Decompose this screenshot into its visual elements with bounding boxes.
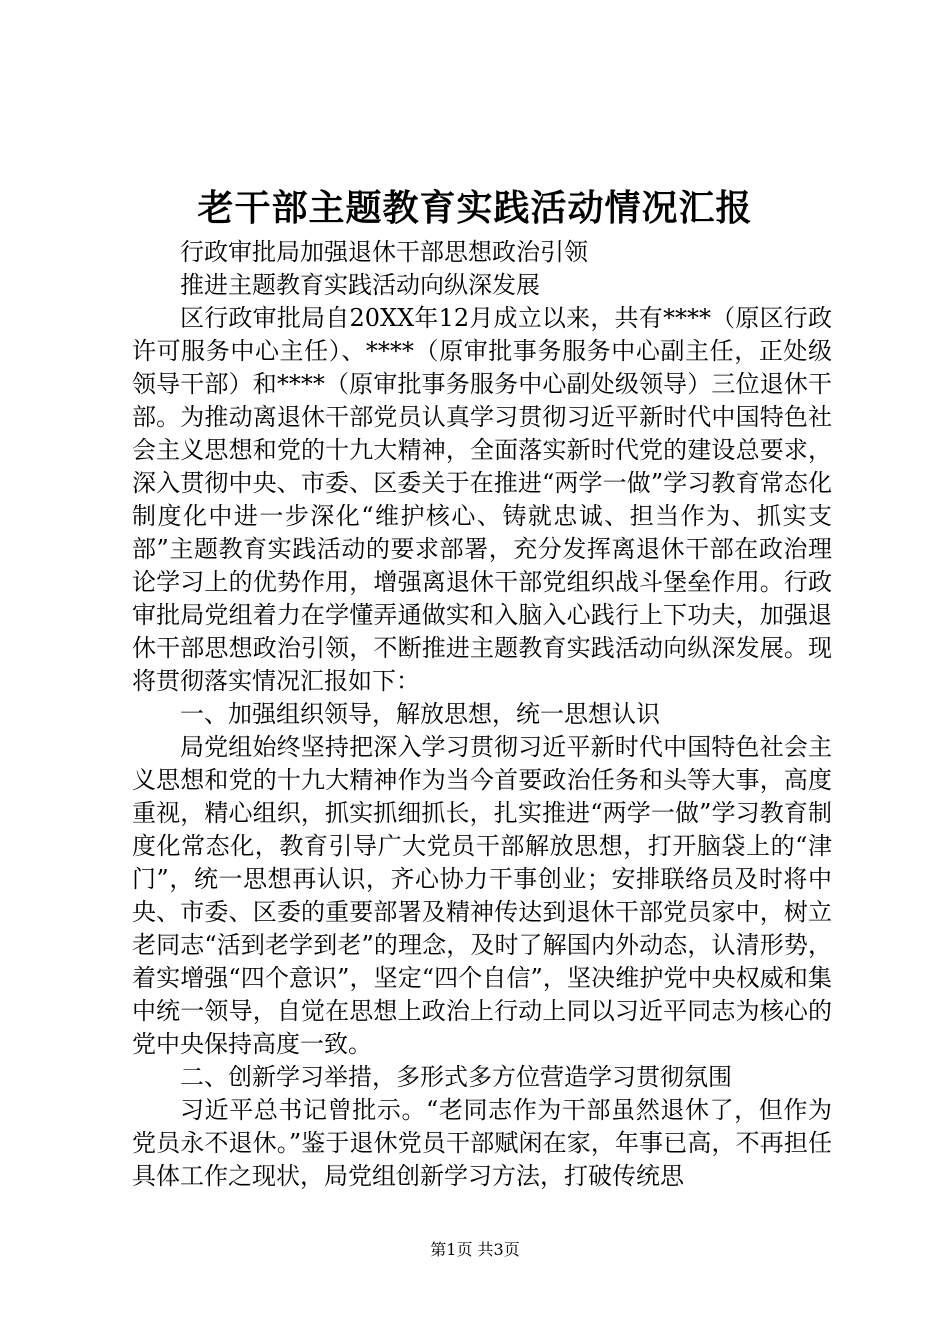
section-paragraph-1: 局党组始终坚持把深入学习贯彻习近平新时代中国特色社会主义思想和党的十九大精神作为当今首要政治任务和头等大事，高度重视，精心组织，抓实抓细抓长，扎实推进“两学一做”学习教育制度化常态化，教育引导广大党员干部解放思想，打开脑袋上的“津门”，统一思想再认识，齐心协力干事创业；安排联络员及时将中央、市委、区委的重要部署及精神传达到退休干部党员家中，树立老同志“活到老学到老”的理念，及时了解国内外动态，认清形势，着实增强“四个意识”，坚定“四个自信”，坚决维护党中央权威和集中统一领导，自觉在思想上政治上行动上同以习近平同志为核心的党中央保持高度一致。 [132, 733, 832, 1058]
section-heading-2: 二、创新学习举措，多形式多方位营造学习贯彻氛围 [180, 1063, 732, 1091]
subtitle-line-1: 行政审批局加强退休干部思想政治引领 [180, 238, 588, 266]
document-body [132, 236, 832, 1193]
document-title: 老干部主题教育实践活动情况汇报 [197, 187, 753, 229]
page-number-footer: 第1页 共3页 [430, 1240, 520, 1259]
subtitle-line-2: 推进主题教育实践活动向纵深发展 [180, 271, 540, 299]
section-paragraph-2: 习近平总书记曾批示。“老同志作为干部虽然退休了，但作为党员永不退休。”鉴于退休党员干部赋闲在家，年事已高，不再担任具体工作之现状，局党组创新学习方法，打破传统思 [132, 1096, 832, 1190]
section-heading-1: 一、加强组织领导，解放思想，统一思想认识 [180, 700, 660, 728]
intro-paragraph: 区行政审批局自20XX年12月成立以来，共有****（原区行政许可服务中心主任）、****（原审批事务服务中心副主任，正处级领导干部）和****（原审批事务服务中心副处级领导）三位退休干部。为推动离退休干部党员认真学习贯彻习近平新时代中国特色社会主义思想和党的十九大精神，全面落实新时代党的建设总要求，深入贯彻中央、市委、区委关于在推进“两学一做”学习教育常态化制度化中进一步深化“维护核心、铸就忠诚、担当作为、抓实支部”主题教育实践活动的要求部署，充分发挥离退休干部在政治理论学习上的优势作用，增强离退休干部党组织战斗堡垒作用。行政审批局党组着力在学懂弄通做实和入脑入心践行上下功夫，加强退休干部思想政治引领，不断推进主题教育实践活动向纵深发展。现将贯彻落实情况汇报如下： [132, 304, 832, 695]
